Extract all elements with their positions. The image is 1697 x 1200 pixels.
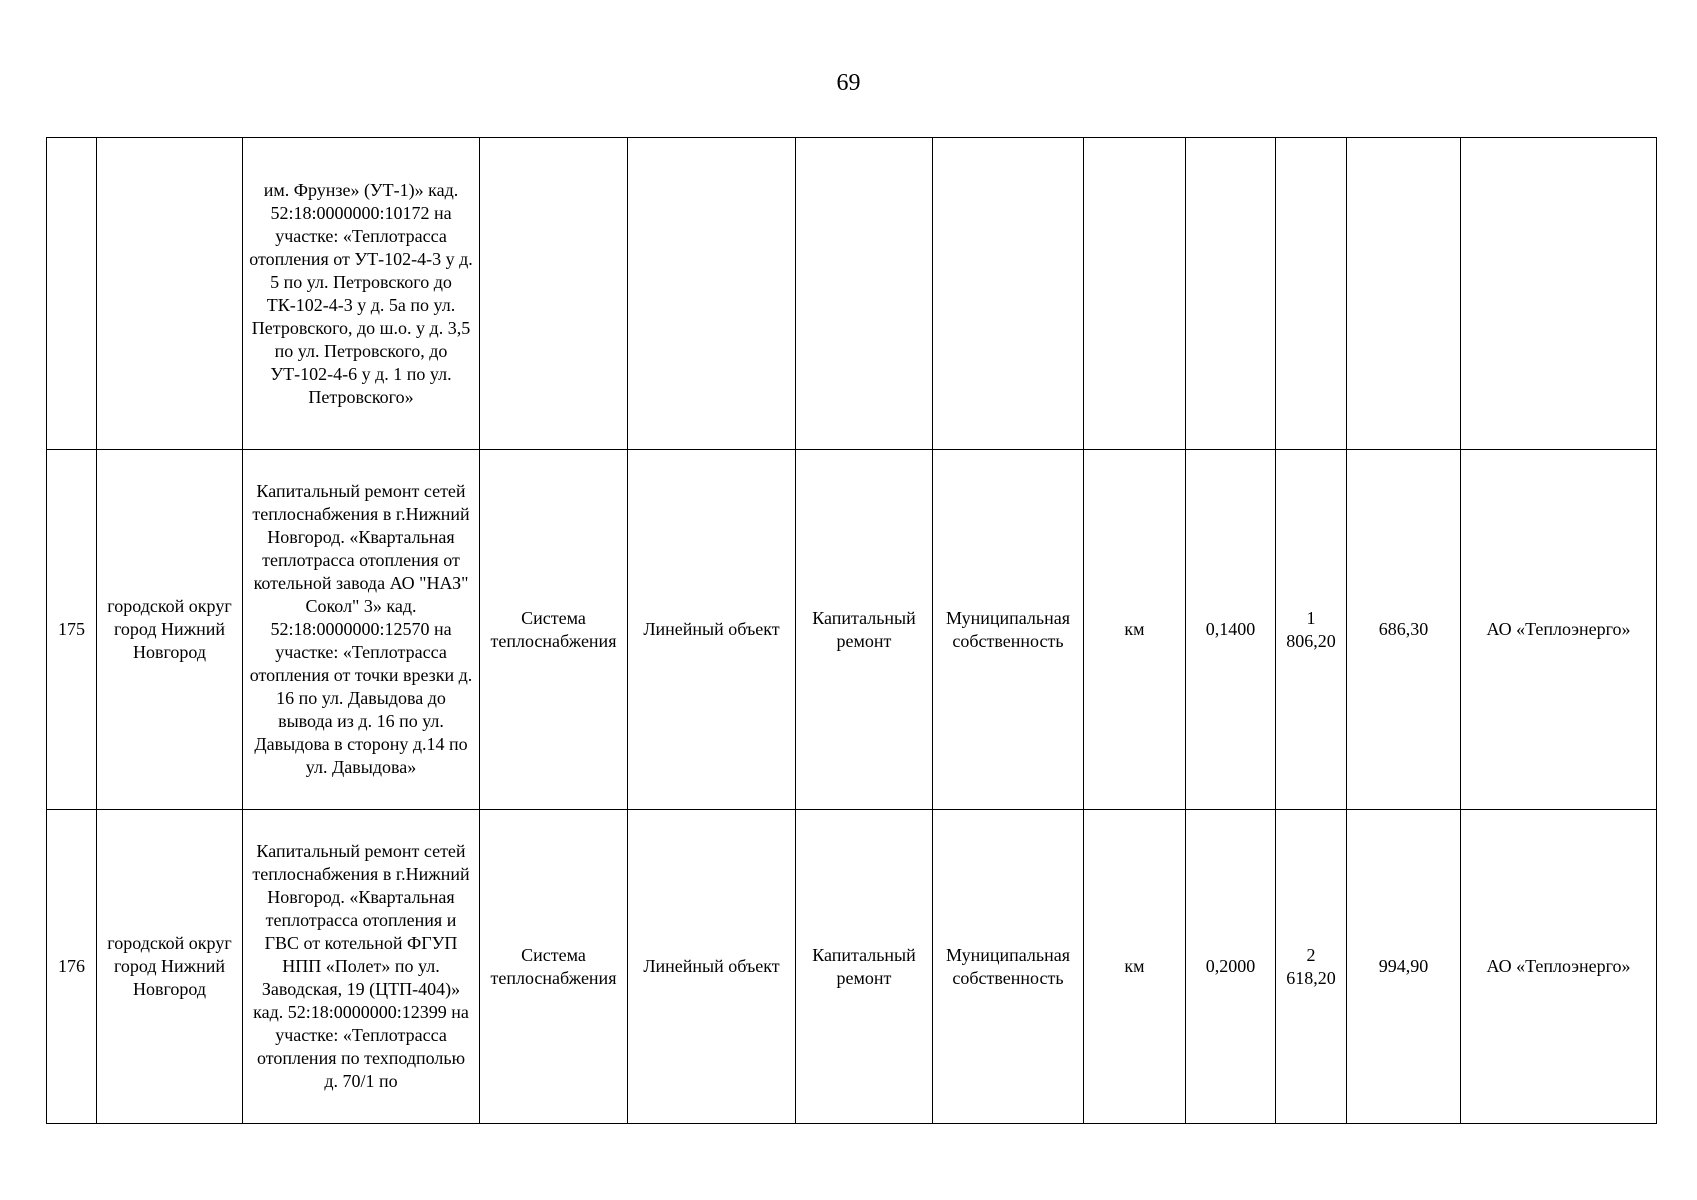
cell-cost-b: 994,90 <box>1347 810 1461 1124</box>
page-number: 69 <box>836 70 861 96</box>
cell-description: им. Фрунзе» (УТ-1)» кад. 52:18:0000000:10172 на участке: «Теплотрасса отопления от УТ-102-4-3 у д. 5 по ул. Петровского до ТК-102-4-3 у д. 5а по ул. Петровского, до ш.о. у д. 3,5 по ул. Петровского, до УТ-102-4-6 у д. 1 по ул. Петровского» <box>243 138 480 450</box>
cell-ownership: Муниципальная собственность <box>933 450 1084 810</box>
cell-object-type <box>628 138 796 450</box>
cell-unit <box>1084 138 1186 450</box>
cell-organization: АО «Теплоэнерго» <box>1461 450 1657 810</box>
cell-object-type: Линейный объект <box>628 810 796 1124</box>
cell-territory: городской округ город Нижний Новгород <box>97 810 243 1124</box>
cell-cost-a: 1 806,20 <box>1276 450 1347 810</box>
table-row <box>47 810 1657 1124</box>
cell-system: Система теплоснабжения <box>480 810 628 1124</box>
cell-description: Капитальный ремонт сетей теплоснабжения в г.Нижний Новгород. «Квартальная теплотрасса отопления от котельной завода АО "НАЗ" Сокол" 3» кад. 52:18:0000000:12570 на участке: «Теплотрасса отопления от точки врезки д. 16 по ул. Давыдова до вывода из д. 16 по ул. Давыдова в сторону д.14 по ул. Давыдова» <box>243 450 480 810</box>
cell-organization: АО «Теплоэнерго» <box>1461 810 1657 1124</box>
cell-number <box>47 138 97 450</box>
cell-work-type: Капитальный ремонт <box>796 810 933 1124</box>
cell-cost-b <box>1347 138 1461 450</box>
cell-territory: городской округ город Нижний Новгород <box>97 450 243 810</box>
cell-cost-a: 2 618,20 <box>1276 810 1347 1124</box>
cell-unit: км <box>1084 810 1186 1124</box>
cell-territory <box>97 138 243 450</box>
cell-organization <box>1461 138 1657 450</box>
cell-unit: км <box>1084 450 1186 810</box>
cell-number: 175 <box>47 450 97 810</box>
table-row <box>47 450 1657 810</box>
cell-description: Капитальный ремонт сетей теплоснабжения в г.Нижний Новгород. «Квартальная теплотрасса отопления и ГВС от котельной ФГУП НПП «Полет» по ул. Заводская, 19 (ЦТП-404)» кад. 52:18:0000000:12399 на участке: «Теплотрасса отопления по техподполью д. 70/1 по <box>243 810 480 1124</box>
cell-system <box>480 138 628 450</box>
cell-work-type: Капитальный ремонт <box>796 450 933 810</box>
cell-length: 0,2000 <box>1186 810 1276 1124</box>
cell-length <box>1186 138 1276 450</box>
cell-cost-a <box>1276 138 1347 450</box>
objects-table <box>46 137 1657 1124</box>
cell-system: Система теплоснабжения <box>480 450 628 810</box>
table-row <box>47 138 1657 450</box>
cell-work-type <box>796 138 933 450</box>
cell-cost-b: 686,30 <box>1347 450 1461 810</box>
cell-ownership <box>933 138 1084 450</box>
cell-number: 176 <box>47 810 97 1124</box>
cell-length: 0,1400 <box>1186 450 1276 810</box>
cell-object-type: Линейный объект <box>628 450 796 810</box>
cell-ownership: Муниципальная собственность <box>933 810 1084 1124</box>
